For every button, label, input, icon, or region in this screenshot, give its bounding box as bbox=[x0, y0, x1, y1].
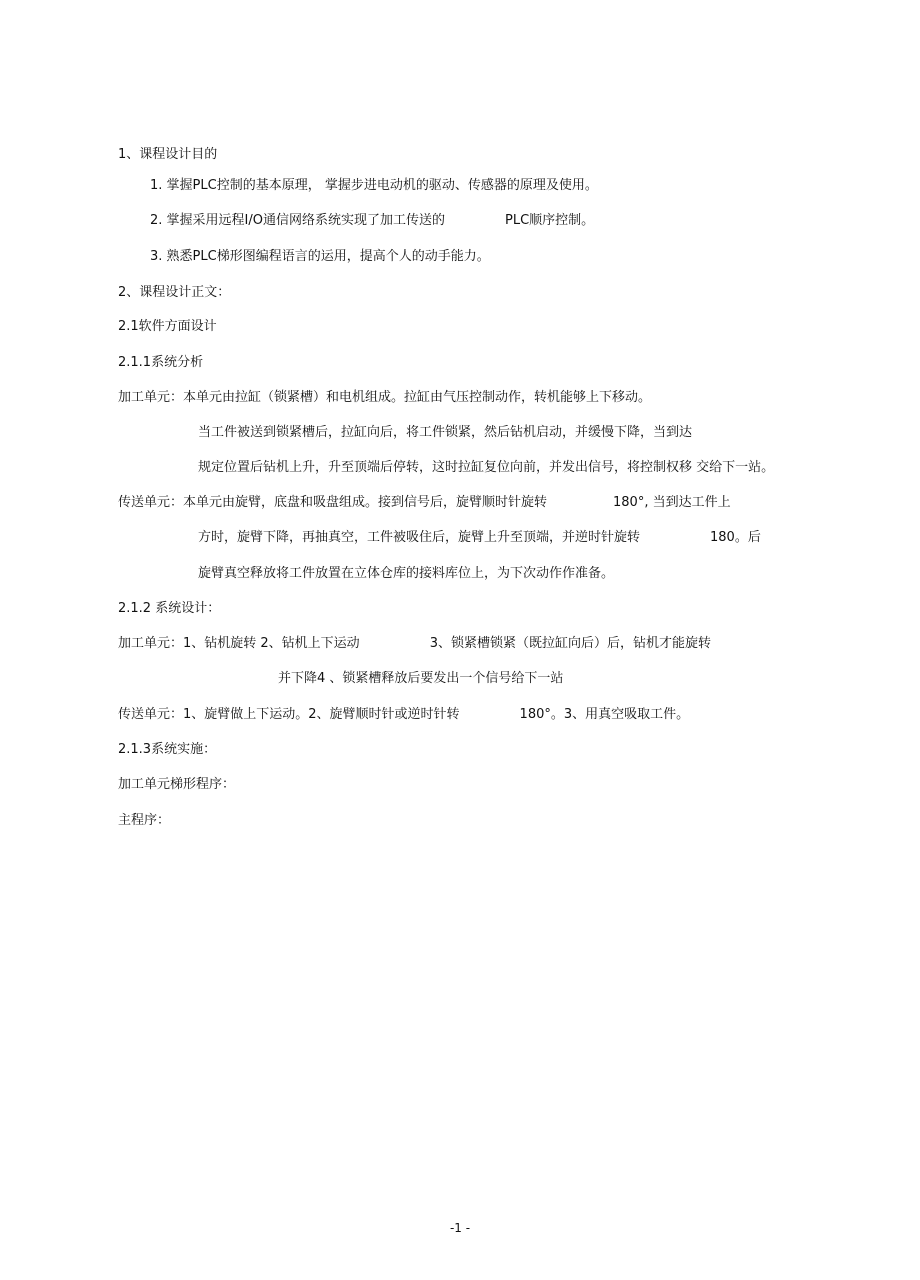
heading-system-design: 2.1.2 系统设计： bbox=[118, 601, 221, 616]
transfer-unit-line-3: 旋臂真空释放将工件放置在立体仓库的接料库位上，为下次动作作准备。 bbox=[198, 566, 615, 581]
transfer-unit-line-2 bbox=[198, 529, 761, 547]
design-processing-line-1-tail: 3、锁紧槽锁紧（既拉缸向后）后，钻机才能旋转 bbox=[429, 636, 711, 651]
page-number: -1 - bbox=[449, 1221, 471, 1235]
processing-unit-line-1: 加工单元：本单元由拉缸（锁紧槽）和电机组成。拉缸由气压控制动作，转机能够上下移动。 bbox=[118, 390, 652, 405]
heading-main-text: 2、课程设计正文： bbox=[118, 285, 231, 300]
goal-item-2-tail: PLC顺序控制。 bbox=[504, 213, 595, 228]
heading-system-analysis: 2.1.1系统分析 bbox=[118, 355, 204, 370]
heading-system-implementation: 2.1.3系统实施： bbox=[118, 742, 217, 757]
design-transfer-line-tail: 180°。3、用真空吸取工件。 bbox=[519, 707, 690, 722]
goal-item-1: 1. 掌握PLC控制的基本原理， 掌握步进电动机的驱动、传感器的原理及使用。 bbox=[150, 178, 598, 193]
processing-unit-line-2: 当工件被送到锁紧槽后，拉缸向后，将工件锁紧，然后钻机启动，并缓慢下降，当到达 bbox=[198, 425, 693, 440]
design-processing-line-1 bbox=[118, 635, 711, 653]
processing-unit-line-3: 规定位置后钻机上升，升至顶端后停转，这时拉缸复位向前，并发出信号，将控制权移 交给下一站。 bbox=[198, 460, 775, 475]
design-processing-line-1-text: 加工单元：1、钻机旋转 2、钻机上下运动 bbox=[118, 636, 360, 651]
transfer-unit-line-1-text: 传送单元：本单元由旋臂，底盘和吸盘组成。接到信号后，旋臂顺时针旋转 bbox=[118, 495, 548, 510]
ladder-program-label: 加工单元梯形程序： bbox=[118, 777, 236, 792]
main-program-label: 主程序： bbox=[118, 813, 171, 828]
design-processing-line-2: 并下降4 、锁紧槽释放后要发出一个信号给下一站 bbox=[278, 671, 564, 686]
heading-course-goal: 1、课程设计目的 bbox=[118, 147, 218, 162]
goal-item-2 bbox=[150, 212, 594, 230]
goal-item-3: 3. 熟悉PLC梯形图编程语言的运用，提高个人的动手能力。 bbox=[150, 249, 490, 264]
design-transfer-line bbox=[118, 706, 689, 724]
heading-software-design: 2.1软件方面设计 bbox=[118, 319, 217, 334]
transfer-unit-line-2-tail: 180。后 bbox=[710, 530, 761, 545]
transfer-unit-line-1 bbox=[118, 494, 731, 512]
transfer-unit-line-2-text: 方时，旋臂下降，再抽真空，工件被吸住后，旋臂上升至顶端，并逆时针旋转 bbox=[198, 530, 641, 545]
goal-item-2-text: 2. 掌握采用远程I/O通信网络系统实现了加工传送的 bbox=[150, 213, 445, 228]
transfer-unit-line-1-tail: 180°, 当到达工件上 bbox=[613, 495, 731, 510]
design-transfer-line-text: 传送单元：1、旋臂做上下运动。2、旋臂顺时针或逆时针转 bbox=[118, 707, 460, 722]
